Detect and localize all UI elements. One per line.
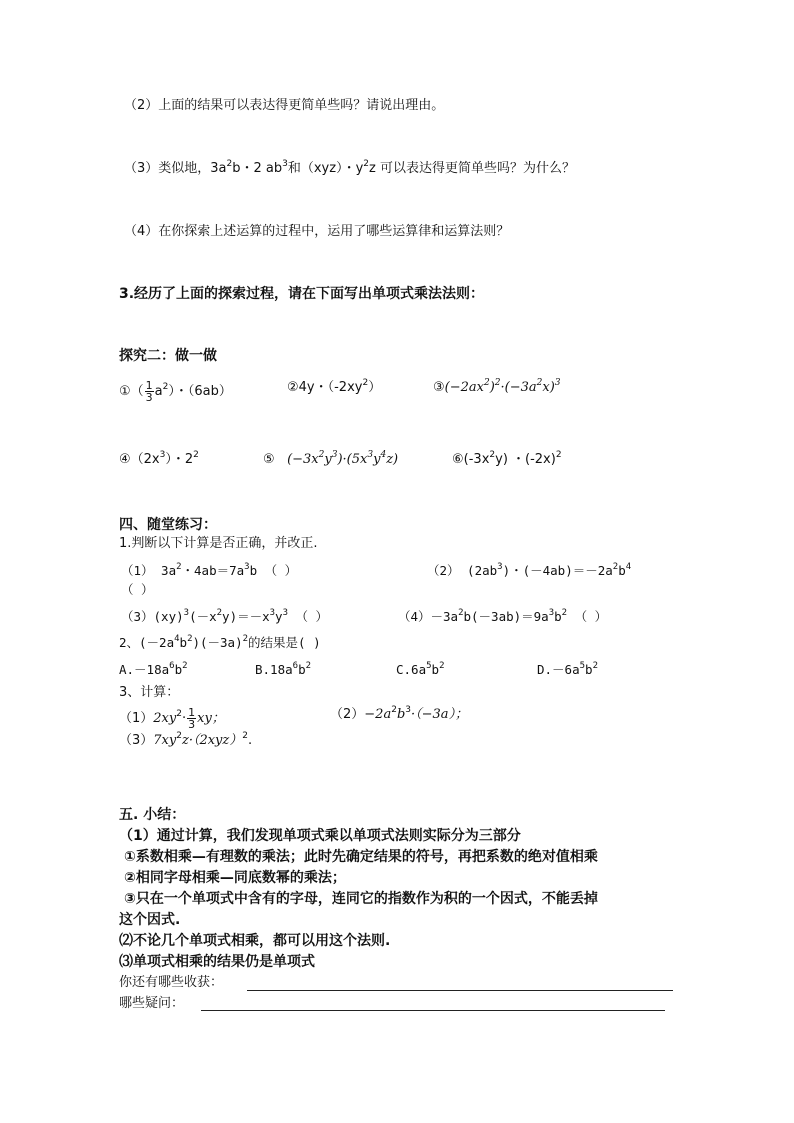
ex1-open: ①（ (119, 384, 144, 399)
p3-1-n: （1） (119, 711, 154, 726)
practice-1-2-paren: （ ） (121, 582, 154, 597)
p1-3-c: y)＝－x (222, 609, 270, 624)
opt-d-e1: 5 (579, 661, 586, 671)
ex6-b: y) ・(-2x) (495, 452, 556, 467)
p1-2-c: b (618, 563, 626, 578)
ex2-pre: ②4y・（-2xy (287, 380, 363, 395)
p3-2-c: ·（−3a）； (411, 707, 469, 722)
practice-3-1 (119, 707, 225, 730)
summary-line-4: ③只在一个单项式中含有的字母，连同它的指数作为积的一个因式，不能丢掉 (124, 891, 598, 907)
p1-1-a: （1） 3a (121, 563, 177, 578)
p2-a: 2、(－2a (119, 635, 175, 650)
p1-2-e3: 4 (625, 562, 632, 572)
p1-3-a: （3）(xy) (121, 609, 184, 624)
p1-2-e2: 2 (612, 562, 619, 572)
p3-1-fraction-num: 1 (188, 706, 196, 719)
ex6-e2: 2 (555, 450, 562, 460)
opt-d-e2: 2 (592, 661, 598, 671)
ex3-e1: 2 (483, 378, 490, 388)
ex4-e2: 2 (193, 450, 199, 460)
p2-e1: 4 (174, 634, 180, 644)
exercise-3 (433, 380, 561, 396)
question-4: （4）在你探索上述运算的过程中，运用了哪些运算律和运算法则？ (124, 224, 510, 239)
ex6-e1: 2 (489, 450, 496, 460)
p2-c: )(－3a) (192, 635, 243, 650)
practice-2-option-b (255, 662, 311, 678)
p3-1-e: 2 (176, 709, 182, 719)
ex3-a: (−2ax (444, 380, 484, 395)
p2-b: b (179, 635, 188, 650)
ex1-fraction (145, 380, 154, 403)
p3-3-a: 7xy (153, 733, 177, 748)
summary-line-2: ①系数相乘—有理数的乘法；此时先确定结果的符号，再把系数的绝对值相乘 (124, 849, 598, 865)
p3-2-e2: 3 (405, 705, 411, 715)
q3-b: b・2 ab (232, 161, 283, 176)
p1-4-a: （4）－3a (398, 609, 459, 624)
ex1-rest: ）・（6ab） (168, 384, 232, 399)
exercise-2 (287, 380, 381, 396)
opt-a-a: A.－18a (119, 662, 170, 677)
p1-3-d: y (275, 609, 283, 624)
section-3-heading: 3.经历了上面的探索过程，请在下面写出单项式乘法法则： (119, 286, 485, 302)
ex5-e2: 3 (331, 450, 338, 460)
practice-2 (119, 635, 321, 651)
p1-2-b: )・(－4ab)＝－2a (502, 563, 613, 578)
opt-a-b: b (174, 662, 183, 677)
ex5-expr (287, 452, 398, 467)
exercise-4 (119, 452, 199, 468)
p3-1-b: xy； (197, 711, 225, 726)
opt-c-b: b (431, 662, 440, 677)
p3-3-n: （3） (119, 733, 154, 748)
ex5-a: (−3x (287, 452, 319, 467)
opt-a-e2: 2 (182, 661, 188, 671)
practice-3-title: 3、计算： (119, 685, 180, 700)
ex3-b: ) (489, 380, 495, 395)
opt-b-a: B.18a (255, 662, 293, 677)
gain-answer-line[interactable] (247, 990, 673, 991)
practice-1-title: 1.判断以下计算是否正确，并改正. (119, 536, 318, 551)
ex5-d: y (373, 452, 381, 467)
ex3-num: ③ (433, 380, 445, 395)
ex1-exp: 2 (162, 382, 169, 392)
summary-line-3: ②相同字母相乘—同底数幂的乘法； (124, 870, 346, 886)
ex4-mid: ）・2 (165, 452, 194, 467)
ex3-expr (445, 380, 561, 395)
p1-4-c: b (554, 609, 562, 624)
opt-a-e1: 6 (169, 661, 175, 671)
summary-line-5: 这个因式. (119, 912, 181, 928)
ex6-a: ⑥(-3x (452, 452, 490, 467)
ex3-e4: 3 (554, 378, 561, 388)
q3-suffix: z 可以表达得更简单些吗？为什么？ (369, 161, 575, 176)
practice-2-option-a (119, 662, 188, 678)
ex2-exp: 2 (362, 378, 369, 388)
q3-exp1: 2 (226, 159, 233, 169)
p1-3-e3: 3 (269, 608, 276, 618)
practice-1-4 (398, 609, 607, 625)
p3-3-b: z·（2xyz） (181, 733, 243, 748)
p1-4-e3: 2 (561, 608, 568, 618)
opt-d-b: b (585, 662, 593, 677)
practice-1-2 (427, 563, 631, 579)
p3-3-c: . (247, 733, 253, 748)
ex3-d: x) (542, 380, 555, 395)
p3-2-a: −2a (364, 707, 392, 722)
practice-2-option-d (537, 662, 598, 678)
p1-4-e2: 3 (548, 608, 555, 618)
ex5-num: ⑤ (263, 452, 275, 467)
p1-1-c: b （ ） (249, 563, 298, 578)
p3-2-b: b (396, 707, 406, 722)
section-5-title: 五. 小结： (119, 807, 186, 823)
ex3-e3: 2 (536, 378, 543, 388)
ex5-e4: 4 (380, 450, 387, 460)
explore-2-title: 探究二：做一做 (119, 348, 217, 364)
exercise-5 (263, 452, 398, 468)
p2-d: 的结果是( ) (248, 635, 321, 650)
ex1-fraction-den: 3 (145, 391, 153, 404)
p1-4-e1: 2 (458, 608, 464, 618)
ex3-c: ·(−3a (500, 380, 537, 395)
ex2-post: ） (368, 380, 382, 395)
summary-line-1: （1）通过计算，我们发现单项式乘以单项式法则实际分为三部分 (119, 828, 521, 844)
p1-3-e2: 2 (216, 608, 223, 618)
p3-3-e1: 2 (176, 731, 182, 741)
p1-3-e1: 3 (183, 608, 190, 618)
p3-2-n: （2） (330, 707, 365, 722)
opt-b-b: b (298, 662, 306, 677)
ex5-c: )·(5x (337, 452, 368, 467)
opt-d-a: D.－6a (537, 662, 580, 677)
p1-4-d: （ ） (567, 609, 608, 624)
p1-1-e1: 2 (176, 562, 182, 572)
opt-c-a: C.6a (396, 662, 427, 677)
ex5-b: y (324, 452, 332, 467)
summary-line-6: ⑵不论几个单项式相乘，都可以用这个法则. (119, 933, 391, 949)
practice-1-1 (121, 563, 297, 579)
ex1-a: a (154, 384, 163, 399)
ex4-pre: ④（2x (119, 452, 160, 467)
opt-c-e2: 2 (439, 661, 445, 671)
p1-2-a: （2） (2ab (427, 563, 498, 578)
p3-3-e2: 2 (242, 731, 248, 741)
question-2: （2）上面的结果可以表达得更简单些吗？请说出理由。 (124, 98, 445, 113)
p1-3-b: (－x (189, 609, 217, 624)
question-label: 哪些疑问： (119, 996, 185, 1011)
p3-1-dot: · (181, 711, 187, 726)
ex5-e3: 3 (367, 450, 374, 460)
summary-line-7: ⑶单项式相乘的结果仍是单项式 (119, 954, 315, 970)
practice-3-3 (119, 733, 252, 749)
practice-2-option-c (396, 662, 444, 678)
question-3 (124, 161, 575, 177)
p3-1-a: 2xy (153, 711, 177, 726)
p2-e3: 2 (242, 634, 249, 644)
ex5-e1: 2 (318, 450, 325, 460)
p3-2-e1: 2 (391, 705, 397, 715)
opt-b-e2: 2 (305, 661, 312, 671)
p2-e2: 2 (187, 634, 193, 644)
practice-3-2 (330, 707, 468, 723)
p3-1-fraction (187, 707, 196, 730)
q3-exp3: 2 (363, 159, 369, 169)
p1-4-b: b(－3ab)＝9a (463, 609, 549, 624)
exercise-6 (452, 452, 562, 468)
p1-1-e2: 3 (244, 562, 250, 572)
practice-1-3 (121, 609, 328, 625)
question-answer-line[interactable] (201, 1010, 665, 1011)
p1-3-e4: 3 (282, 608, 288, 618)
exercise-1 (119, 380, 232, 403)
p1-3-f: （ ） (288, 609, 329, 624)
opt-b-e1: 6 (292, 661, 299, 671)
p1-1-b: ・4ab＝7a (181, 563, 245, 578)
ex1-fraction-num: 1 (145, 379, 153, 392)
ex4-e1: 3 (159, 450, 166, 460)
ex3-e2: 2 (494, 378, 501, 388)
section-4-title: 四、随堂练习： (119, 517, 217, 533)
q3-exp2: 3 (282, 159, 288, 169)
ex5-f: z) (386, 452, 399, 467)
gain-label: 你还有哪些收获： (119, 975, 224, 990)
p3-1-fraction-den: 3 (188, 718, 196, 731)
q3-mid: 和（xyz）・y (287, 161, 364, 176)
opt-c-e1: 5 (426, 661, 432, 671)
q3-prefix: （3）类似地，3a (124, 161, 227, 176)
p1-2-e1: 3 (497, 562, 503, 572)
